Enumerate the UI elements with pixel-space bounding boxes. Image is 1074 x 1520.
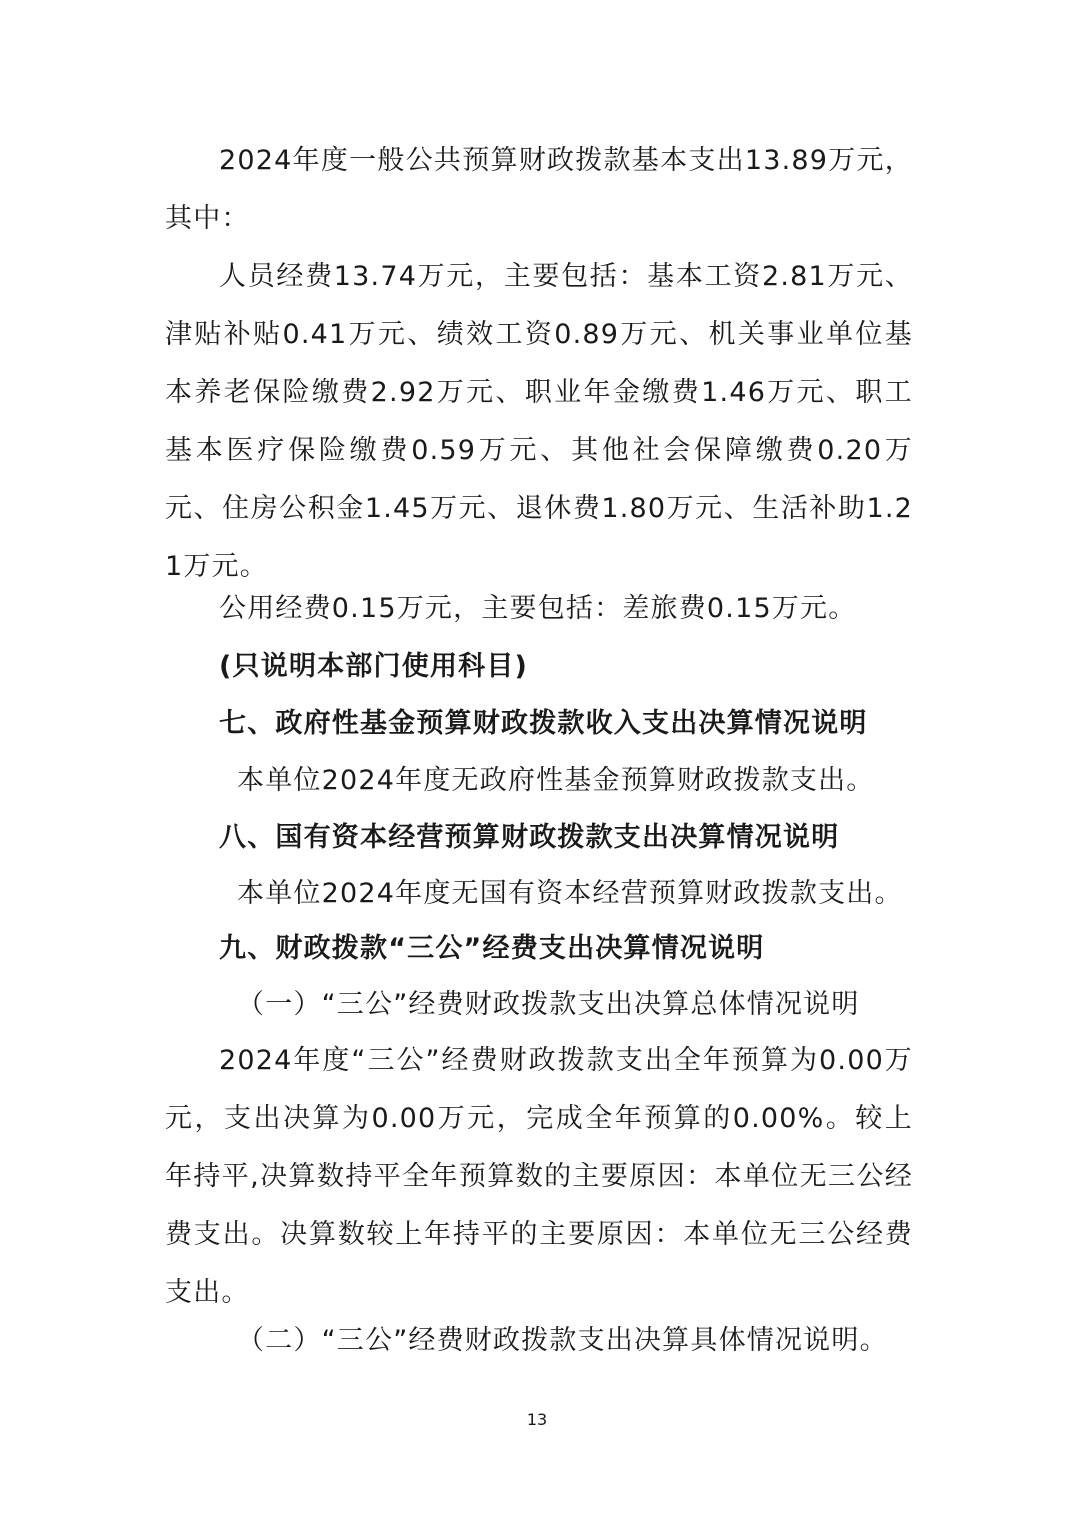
heading-section-7: 七、政府性基金预算财政拨款收入支出决算情况说明 bbox=[219, 708, 868, 739]
subheading-section-9-1: （一）“三公”经费财政拨款支出决算总体情况说明 bbox=[237, 989, 860, 1020]
heading-section-9: 九、财政拨款“三公”经费支出决算情况说明 bbox=[219, 933, 765, 964]
page-number: 13 bbox=[526, 1410, 548, 1429]
paragraph-personnel-expenses: 人员经费13.74万元，主要包括：基本工资2.81万元、津贴补贴0.41万元、绩效工资0.89万元、机关事业单位基本养老保险缴费2.92万元、职业年金缴费1.46万元、职工基本医疗保险缴费0.59万元、其他社会保障缴费0.20万元、住房公积金1.45万元、退休费1.80万元、生活补助1.21万元。 bbox=[165, 261, 913, 582]
paragraph-section-9-1: 2024年度“三公”经费财政拨款支出全年预算为0.00万元，支出决算为0.00万元，完成全年预算的0.00%。较上年持平,决算数持平全年预算数的主要原因：本单位无三公经费支出。决算数较上年持平的主要原因：本单位无三公经费支出。 bbox=[165, 1045, 913, 1308]
paragraph-section-7: 本单位2024年度无政府性基金预算财政拨款支出。 bbox=[237, 765, 875, 796]
note-used-subjects: (只说明本部门使用科目) bbox=[219, 651, 529, 682]
paragraph-basic-expenditure: 2024年度一般公共预算财政拨款基本支出13.89万元，其中： bbox=[165, 145, 913, 234]
paragraph-section-8: 本单位2024年度无国有资本经营预算财政拨款支出。 bbox=[237, 878, 903, 909]
heading-section-8: 八、国有资本经营预算财政拨款支出决算情况说明 bbox=[219, 822, 840, 853]
subheading-section-9-2: （二）“三公”经费财政拨款支出决算具体情况说明。 bbox=[237, 1325, 888, 1356]
paragraph-public-expenses: 公用经费0.15万元，主要包括：差旅费0.15万元。 bbox=[219, 593, 857, 624]
